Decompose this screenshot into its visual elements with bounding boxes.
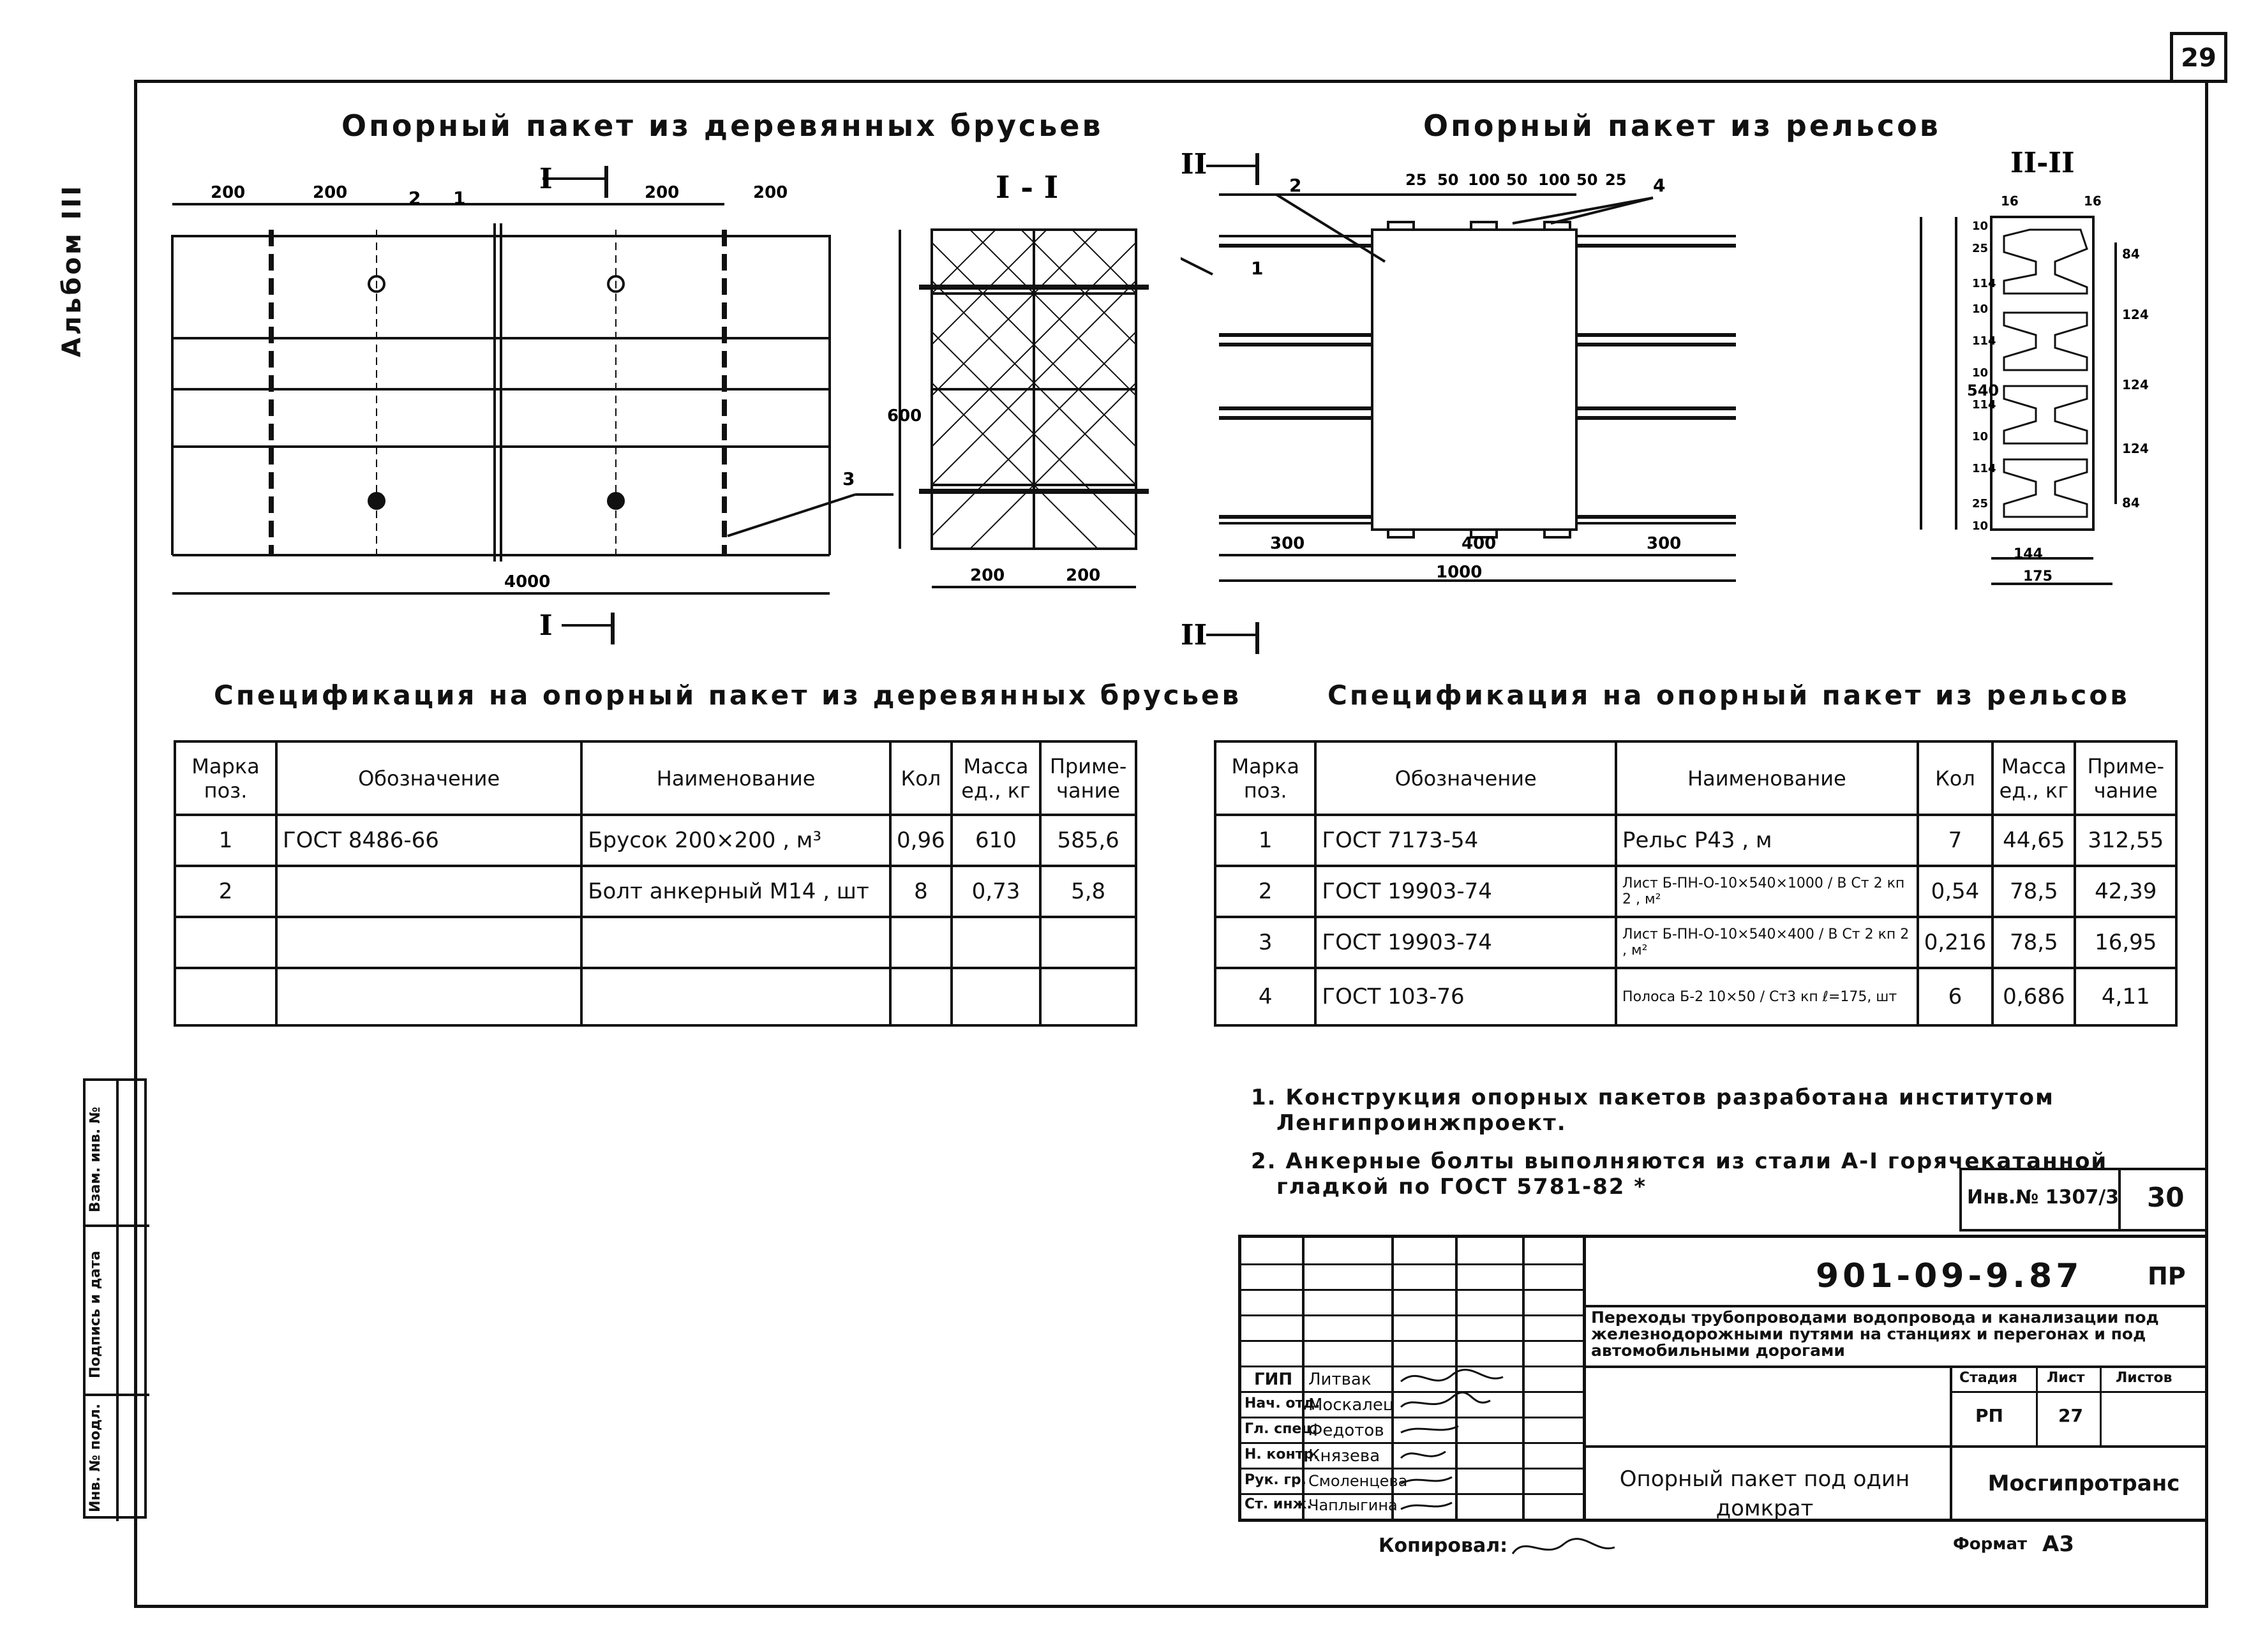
left-title-1: Подпись и дата bbox=[87, 1251, 103, 1378]
rail-section-dim-left-2: 114 bbox=[1972, 277, 1996, 290]
table-row bbox=[175, 866, 1136, 917]
rail-section-dim-left-9: 25 bbox=[1972, 497, 1989, 510]
table-row bbox=[1215, 917, 2176, 968]
table-row bbox=[1215, 815, 2176, 866]
rail-dim-50c: 50 bbox=[1576, 171, 1598, 189]
cell: 0,216 bbox=[1918, 917, 1993, 968]
wood-dim-total: 4000 bbox=[504, 572, 551, 592]
cell: 78,5 bbox=[1993, 917, 2075, 968]
wood-callout-3: 3 bbox=[842, 468, 855, 489]
wood-callout-2: 2 bbox=[408, 188, 421, 209]
note-1-cont: Ленгипроинжпроект. bbox=[1276, 1110, 1567, 1136]
rail-dim-total: 1000 bbox=[1436, 563, 1483, 582]
role-5: Ст. инж. bbox=[1245, 1496, 1312, 1512]
cell: 585,6 bbox=[1040, 815, 1136, 866]
name-1: Москалец bbox=[1308, 1395, 1394, 1415]
rail-section-title: II-II bbox=[2010, 147, 2075, 179]
cell: ГОСТ 19903-74 bbox=[1315, 866, 1616, 917]
rail-drawing bbox=[1181, 134, 2202, 664]
rail-section-dim-right-1: 124 bbox=[2122, 307, 2149, 322]
cell: Лист Б-ПН-О-10×540×1000 / В Ст 2 кп 2 , м² bbox=[1616, 866, 1918, 917]
spec-wood-header: Обозначение bbox=[276, 741, 581, 815]
role-4: Рук. гр. bbox=[1245, 1472, 1307, 1488]
rail-section-dim-16b: 16 bbox=[2084, 193, 2102, 209]
project-title: Переходы трубопроводами водопровода и канализации под железнодорожными путями на станциях и перегонах и под автомобильными дорогами bbox=[1591, 1308, 2159, 1360]
copied-label: Копировал: bbox=[1379, 1535, 1508, 1557]
rail-callout-4: 4 bbox=[1653, 175, 1666, 196]
rail-section-dim-right-2: 124 bbox=[2122, 377, 2149, 392]
sheet-label: Лист bbox=[2047, 1370, 2085, 1386]
rail-dim-400: 400 bbox=[1462, 534, 1497, 553]
rail-section-mark-bottom: II bbox=[1181, 619, 1208, 651]
rail-section-dim-540: 540 bbox=[1967, 382, 2000, 399]
rail-dim-100b: 100 bbox=[1538, 171, 1571, 189]
rail-dim-50a: 50 bbox=[1437, 171, 1459, 189]
wood-section-dim-200b: 200 bbox=[1066, 566, 1101, 585]
document-code: 901-09-9.87 bbox=[1816, 1257, 2083, 1295]
title-block bbox=[1238, 1235, 2208, 1522]
sheet-value: 27 bbox=[2058, 1405, 2083, 1426]
spec-rail-header: Обозначение bbox=[1315, 741, 1616, 815]
rail-callout-2: 2 bbox=[1289, 175, 1302, 196]
cell: 3 bbox=[1215, 917, 1315, 968]
cell: 0,96 bbox=[890, 815, 952, 866]
left-title-2: Инв. № подл. bbox=[87, 1403, 103, 1512]
rail-section-dim-left-3: 10 bbox=[1972, 302, 1989, 316]
organization: Мосгипротранс bbox=[1987, 1471, 2180, 1496]
wood-drawing-title: Опорный пакет из деревянных брусьев bbox=[341, 108, 1103, 143]
wood-callout-1: 1 bbox=[453, 188, 466, 209]
wood-section-dim-200a: 200 bbox=[970, 566, 1005, 585]
document-code-suffix: ПР bbox=[2148, 1262, 2186, 1290]
cell: Болт анкерный М14 , шт bbox=[581, 866, 890, 917]
spec-rail-title: Спецификация на опорный пакет из рельсов bbox=[1327, 680, 2130, 711]
cell: 5,8 bbox=[1040, 866, 1136, 917]
wood-drawing bbox=[147, 140, 1181, 664]
rail-section-dim-16a: 16 bbox=[2001, 193, 2019, 209]
wood-dim-2: 200 bbox=[645, 183, 680, 202]
cell: 16,95 bbox=[2075, 917, 2176, 968]
cell: 2 bbox=[1215, 866, 1315, 917]
cell: 4,11 bbox=[2075, 968, 2176, 1025]
cell: 0,73 bbox=[952, 866, 1040, 917]
cell: 7 bbox=[1918, 815, 1993, 866]
wood-section-mark-bottom: I bbox=[539, 609, 553, 642]
cell: 6 bbox=[1918, 968, 1993, 1025]
cell: 312,55 bbox=[2075, 815, 2176, 866]
cell: Брусок 200×200 , м³ bbox=[581, 815, 890, 866]
spec-wood-header: Масса ед., кг bbox=[952, 741, 1040, 815]
rail-dim-300b: 300 bbox=[1647, 534, 1682, 553]
spec-rail-header: Наименование bbox=[1616, 741, 1918, 815]
rail-dim-300a: 300 bbox=[1270, 534, 1305, 553]
spec-wood-table bbox=[174, 740, 1137, 1027]
table-row bbox=[1215, 968, 2176, 1025]
cell: 0,686 bbox=[1993, 968, 2075, 1025]
cell: Полоса Б-2 10×50 / Ст3 кп ℓ=175, шт bbox=[1616, 968, 1918, 1025]
cell: 78,5 bbox=[1993, 866, 2075, 917]
left-title-0: Взам. инв. № bbox=[87, 1106, 103, 1212]
name-3: Князева bbox=[1308, 1447, 1380, 1466]
stage-label: Стадия bbox=[1959, 1370, 2018, 1386]
rail-section-dim-left-6: 114 bbox=[1972, 398, 1996, 412]
table-row bbox=[175, 917, 1136, 968]
name-5: Чаплыгина bbox=[1308, 1496, 1398, 1514]
cell: 1 bbox=[175, 815, 276, 866]
cell: 42,39 bbox=[2075, 866, 2176, 917]
spec-wood-header: Кол bbox=[890, 741, 952, 815]
cell: ГОСТ 7173-54 bbox=[1315, 815, 1616, 866]
rail-section-dim-left-0: 10 bbox=[1972, 220, 1989, 233]
role-0: ГИП bbox=[1254, 1370, 1293, 1389]
signatures bbox=[1394, 1366, 1535, 1519]
rail-section-mark-top: II bbox=[1181, 148, 1208, 181]
rail-section-dim-left-10: 10 bbox=[1972, 519, 1989, 533]
rail-section-dim-left-7: 10 bbox=[1972, 430, 1989, 443]
cell: 44,65 bbox=[1993, 815, 2075, 866]
name-2: Федотов bbox=[1308, 1421, 1384, 1440]
spec-wood-header: Наименование bbox=[581, 741, 890, 815]
cell: 2 bbox=[175, 866, 276, 917]
rail-section-dim-175: 175 bbox=[2023, 569, 2052, 584]
rail-section-dim-right-0: 84 bbox=[2122, 246, 2140, 262]
wood-dim-0: 200 bbox=[211, 183, 246, 202]
cell: 0,54 bbox=[1918, 866, 1993, 917]
inv-box bbox=[1959, 1168, 2208, 1232]
cell: Рельс Р43 , м bbox=[1616, 815, 1918, 866]
rail-section-dim-left-5: 10 bbox=[1972, 366, 1989, 380]
name-0: Литвак bbox=[1308, 1370, 1372, 1389]
format-label: Формат bbox=[1953, 1535, 2028, 1554]
format-value: А3 bbox=[2042, 1531, 2074, 1557]
rail-section-dim-right-3: 124 bbox=[2122, 441, 2149, 456]
rail-section-dim-144: 144 bbox=[2014, 546, 2043, 562]
cell bbox=[276, 866, 581, 917]
cell: 8 bbox=[890, 866, 952, 917]
spec-wood-header: Приме-чание bbox=[1040, 741, 1136, 815]
rail-section-dim-left-8: 114 bbox=[1972, 462, 1996, 475]
spec-rail-header: Приме-чание bbox=[2075, 741, 2176, 815]
spec-wood-header: Марка поз. bbox=[175, 741, 276, 815]
spec-rail-header: Кол bbox=[1918, 741, 1993, 815]
spec-rail-table bbox=[1214, 740, 2178, 1027]
wood-section-mark-top: I bbox=[539, 163, 553, 195]
role-2: Гл. спец. bbox=[1245, 1421, 1317, 1437]
note-2-cont: гладкой по ГОСТ 5781-82 * bbox=[1276, 1174, 1647, 1200]
note-1: 1. Конструкция опорных пакетов разработана институтом bbox=[1251, 1085, 2054, 1110]
cell: ГОСТ 8486-66 bbox=[276, 815, 581, 866]
copier-signature bbox=[1506, 1528, 1621, 1566]
rail-dim-50b: 50 bbox=[1506, 171, 1528, 189]
album-label: Альбом III bbox=[57, 183, 87, 357]
rail-section-dim-right-4: 84 bbox=[2122, 495, 2140, 510]
name-4: Смоленцева bbox=[1308, 1472, 1408, 1490]
wood-dim-1: 200 bbox=[313, 183, 348, 202]
note-2: 2. Анкерные болты выполняются из стали А-I горячекатанной bbox=[1251, 1149, 2108, 1174]
spec-wood-title: Спецификация на опорный пакет из деревянных брусьев bbox=[214, 680, 1242, 711]
rail-dim-25a: 25 bbox=[1405, 171, 1427, 189]
wood-section-title: I - I bbox=[996, 170, 1059, 205]
rail-dim-100a: 100 bbox=[1468, 171, 1500, 189]
rail-drawing-title: Опорный пакет из рельсов bbox=[1423, 108, 1941, 143]
cell: Лист Б-ПН-О-10×540×400 / В Ст 2 кп 2 , м² bbox=[1616, 917, 1918, 968]
role-1: Нач. отд. bbox=[1245, 1395, 1320, 1411]
sheets-label: Листов bbox=[2116, 1370, 2172, 1386]
sheet-title: Опорный пакет под один домкрат bbox=[1619, 1466, 1910, 1521]
rail-callout-1: 1 bbox=[1251, 258, 1264, 279]
cell: 1 bbox=[1215, 815, 1315, 866]
sheet-number: 29 bbox=[2170, 32, 2227, 83]
wood-section-dim-600: 600 bbox=[887, 406, 922, 426]
role-3: Н. контр. bbox=[1245, 1447, 1319, 1462]
stage-value: РП bbox=[1975, 1405, 2003, 1426]
spec-rail-header: Марка поз. bbox=[1215, 741, 1315, 815]
rail-section-dim-left-4: 114 bbox=[1972, 334, 1996, 348]
inv-number: Инв.№ 1307/3 bbox=[1967, 1186, 2120, 1209]
table-row bbox=[175, 968, 1136, 1025]
table-row bbox=[1215, 866, 2176, 917]
cell: ГОСТ 19903-74 bbox=[1315, 917, 1616, 968]
cell: 4 bbox=[1215, 968, 1315, 1025]
wood-dim-3: 200 bbox=[753, 183, 788, 202]
rail-dim-25b: 25 bbox=[1605, 171, 1627, 189]
spec-rail-header: Масса ед., кг bbox=[1993, 741, 2075, 815]
inv-sheet: 30 bbox=[2147, 1182, 2185, 1213]
rail-section-dim-left-1: 25 bbox=[1972, 242, 1989, 255]
cell: ГОСТ 103-76 bbox=[1315, 968, 1616, 1025]
table-row bbox=[175, 815, 1136, 866]
cell: 610 bbox=[952, 815, 1040, 866]
